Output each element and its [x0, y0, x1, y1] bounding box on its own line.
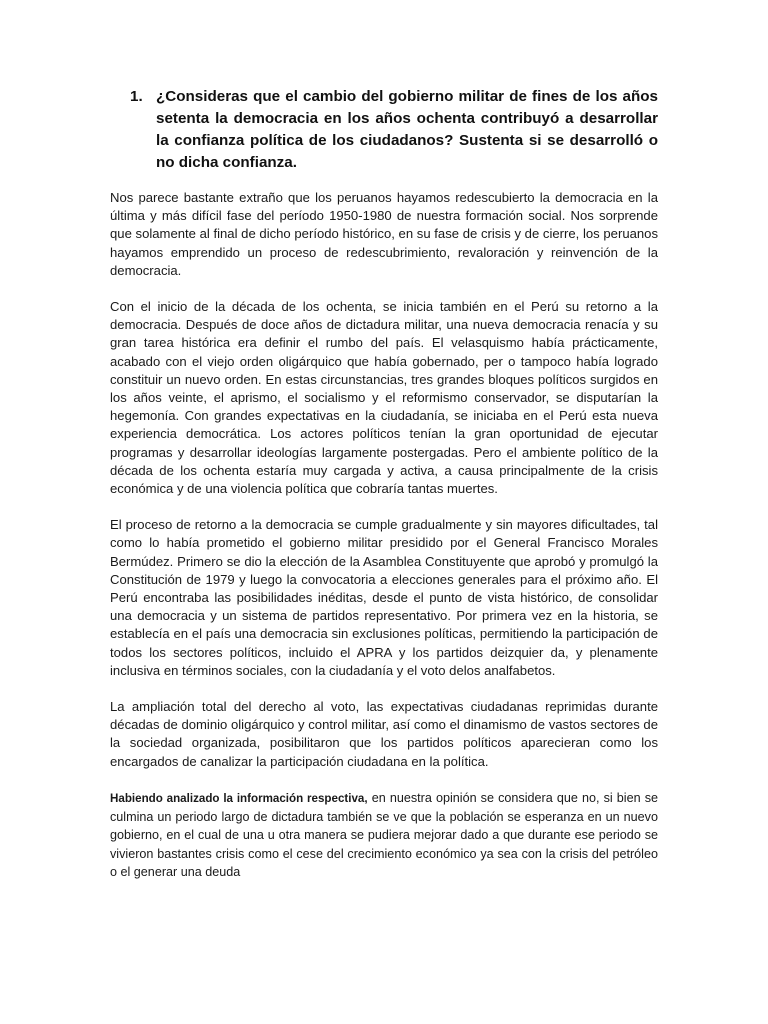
question-text: ¿Consideras que el cambio del gobierno militar de fines de los años setenta la democracia en los años ochenta contribuyó a desarrollar la confianza política de los ciudadanos? Sustenta si se desarrolló o no dicha confianza.	[156, 88, 658, 171]
question-number: 1.	[130, 88, 143, 105]
paragraph-4: La ampliación total del derecho al voto, las expectativas ciudadanas reprimidas durante décadas de dominio oligárquico y control militar, así como el dinamismo de vastos sectores de la sociedad organizada, posibilitaron que los partidos políticos aparecieran como los encargados de canalizar la participación ciudadana en la política.	[110, 699, 658, 769]
paragraph-3: El proceso de retorno a la democracia se cumple gradualmente y sin mayores dificultades, tal como lo había prometido el gobierno militar presidido por el General Francisco Morales Bermúdez. Primero se dio la elección de la Asamblea Constituyente que aprobó y promulgó la Constitución de 1979 y luego la convocatoria a elecciones generales para el próximo año. El Perú encontraba las posibilidades inéditas, desde el punto de vista histórico, de consolidar una democracia y un sistema de partidos representativo. Por primera vez en la historia, se establecía en el país una democracia sin exclusiones políticas, permitiendo la participación de todos los sectores políticos, incluido el APRA y los partidos deizquier da, y plenamente inclusiva en términos sociales, con la ciudadanía y el voto delos analfabetos.	[110, 517, 658, 678]
conclusion-lead: Habiendo analizado la información respectiva,	[110, 791, 368, 805]
conclusion-text: en nuestra opinión se considera que no, si bien se culmina un periodo largo de dictadura también se ve que la población se esperanza en un nuevo gobierno, en el cual de una u otra manera se pudiera mejorar dado a que durante ese periodo se vivieron bastantes crisis como el cese del crecimiento económico ya sea con la crisis del petróleo o el generar una deuda	[110, 790, 658, 879]
conclusion-paragraph	[110, 789, 658, 881]
document-body	[110, 189, 658, 899]
question-heading	[130, 86, 658, 174]
paragraph-1: Nos parece bastante extraño que los peruanos hayamos redescubierto la democracia en la última y más difícil fase del período 1950-1980 de nuestra formación social. Nos sorprende que solamente al final de dicho período histórico, en su fase de crisis y de cierre, los peruanos hayamos emprendido un proceso de redescubrimiento, revaloración y reinvención de la democracia.	[110, 190, 658, 278]
paragraph-2: Con el inicio de la década de los ochenta, se inicia también en el Perú su retorno a la democracia. Después de doce años de dictadura militar, una nueva democracia renacía y su gran tarea histórica era definir el rumbo del país. El velasquismo había prácticamente, acabado con el viejo orden oligárquico que había gobernado, per o tampoco había logrado constituir un nuevo orden. En estas circunstancias, tres grandes bloques políticos surgidos en los años veinte, el aprismo, el socialismo y el reformismo conservador, se disputarían la hegemonía. Con grandes expectativas en la ciudadanía, se iniciaba en el Perú esta nueva experiencia democrática. Los actores políticos tenían la gran oportunidad de ejecutar programas y desarrollar ideologías largamente postergadas. Pero el ambiente político de la década de los ochenta estaría muy cargada y activa, a causa principalmente de la crisis económica y de una violencia política que cobraría tantas muertes.	[110, 299, 658, 497]
